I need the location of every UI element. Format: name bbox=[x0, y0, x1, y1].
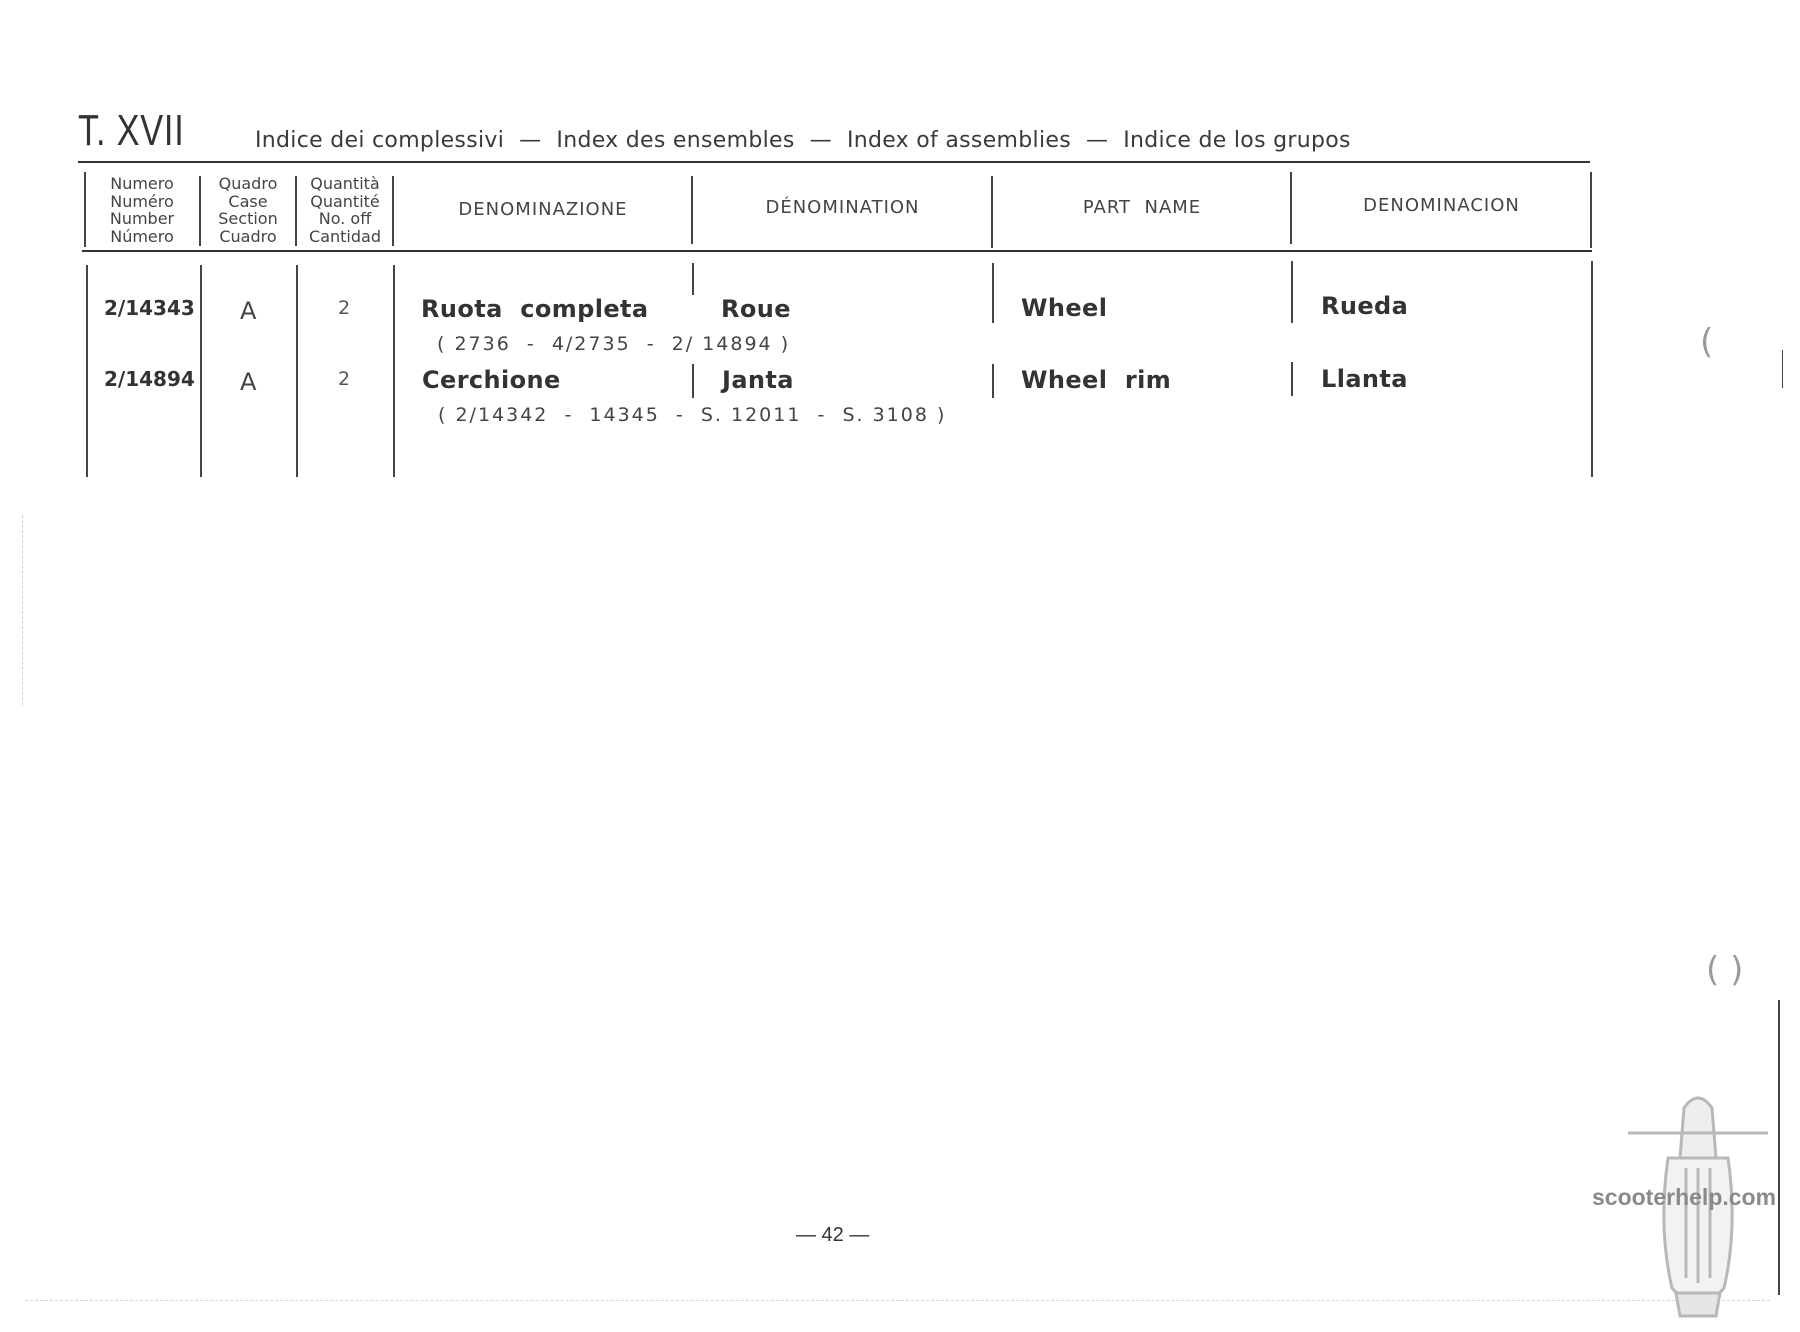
page-edge-mark bbox=[1782, 350, 1783, 388]
part-name-spanish: Rueda bbox=[1321, 292, 1409, 320]
column-divider bbox=[296, 265, 298, 477]
column-header-line: No. off bbox=[318, 209, 372, 228]
page-edge-left bbox=[22, 515, 23, 705]
component-list: ( 2736 - 4/2735 - 2/ 14894 ) bbox=[437, 333, 791, 355]
column-header-line: Numero bbox=[110, 174, 174, 193]
column-header-spanish: DENOMINACION bbox=[1363, 195, 1520, 216]
column-divider bbox=[1291, 362, 1293, 396]
heading-separator: — bbox=[519, 128, 542, 153]
part-name-italian: Ruota completa bbox=[421, 295, 649, 323]
part-name-spanish: Llanta bbox=[1321, 365, 1408, 393]
heading-separator: — bbox=[1085, 128, 1109, 153]
heading-en: Index of assemblies bbox=[846, 128, 1071, 153]
column-divider bbox=[84, 172, 86, 247]
column-divider bbox=[393, 265, 395, 477]
part-number: 2/14894 bbox=[104, 367, 195, 391]
column-divider bbox=[1290, 172, 1292, 244]
column-divider bbox=[692, 263, 694, 295]
column-divider bbox=[691, 176, 693, 244]
column-header-italian: DENOMINAZIONE bbox=[458, 199, 628, 220]
part-name-english: Wheel rim bbox=[1021, 366, 1172, 394]
column-header-english: PART NAME bbox=[1082, 197, 1202, 218]
column-header-line: Número bbox=[110, 226, 174, 246]
column-divider bbox=[1291, 261, 1293, 323]
component-list: ( 2/14342 - 14345 - S. 12011 - S. 3108 ) bbox=[438, 404, 947, 426]
column-header-line: Quantité bbox=[310, 191, 380, 211]
column-header-line: Quadro bbox=[218, 174, 278, 193]
column-header-quantity bbox=[299, 175, 391, 245]
column-header-line: Numéro bbox=[110, 191, 174, 211]
column-divider bbox=[992, 364, 994, 398]
part-number: 2/14343 bbox=[104, 296, 195, 320]
watermark-text: scooterhelp.com bbox=[1592, 1184, 1777, 1210]
column-header-french: DÉNOMINATION bbox=[765, 197, 920, 218]
column-divider bbox=[992, 263, 994, 323]
column-header-section bbox=[203, 175, 293, 245]
heading-separator: — bbox=[809, 128, 832, 153]
part-name-french: Janta bbox=[722, 366, 794, 394]
section-value: A bbox=[240, 297, 257, 325]
heading-fr: Index des ensembles bbox=[556, 128, 795, 153]
column-header-line: Cantidad bbox=[309, 226, 381, 246]
header-rule bbox=[82, 250, 1592, 252]
part-name-english: Wheel bbox=[1021, 294, 1108, 322]
column-divider bbox=[392, 176, 394, 246]
quantity-value: 2 bbox=[338, 297, 351, 319]
page-number: — 42 — bbox=[796, 1224, 870, 1246]
binder-hole-mark: ( bbox=[1700, 322, 1714, 362]
top-rule bbox=[78, 161, 1590, 163]
column-divider bbox=[1591, 261, 1593, 477]
column-divider bbox=[86, 265, 88, 477]
column-divider bbox=[295, 176, 297, 246]
column-header-line: Cuadro bbox=[219, 226, 277, 246]
column-header-line: Section bbox=[218, 209, 278, 228]
quantity-value: 2 bbox=[338, 368, 351, 390]
column-divider bbox=[1590, 172, 1592, 248]
column-header-line: Number bbox=[109, 209, 175, 228]
plate-title: T. XVII bbox=[78, 106, 185, 155]
column-divider bbox=[692, 364, 694, 398]
page-edge bbox=[25, 1300, 1770, 1301]
part-name-italian: Cerchione bbox=[422, 366, 561, 394]
part-name-french: Roue bbox=[721, 295, 791, 323]
binder-hole-mark: ( ) bbox=[1706, 950, 1744, 990]
column-divider bbox=[991, 176, 993, 248]
heading-es: Indice de los grupos bbox=[1123, 128, 1351, 153]
column-divider bbox=[199, 176, 201, 246]
column-header-number bbox=[88, 175, 196, 245]
column-divider bbox=[200, 265, 202, 477]
column-header-line: Case bbox=[228, 191, 268, 211]
heading-it: Indice dei complessivi bbox=[255, 128, 505, 153]
index-heading bbox=[255, 128, 1351, 153]
section-value: A bbox=[240, 368, 257, 396]
column-header-line: Quantità bbox=[310, 174, 380, 193]
